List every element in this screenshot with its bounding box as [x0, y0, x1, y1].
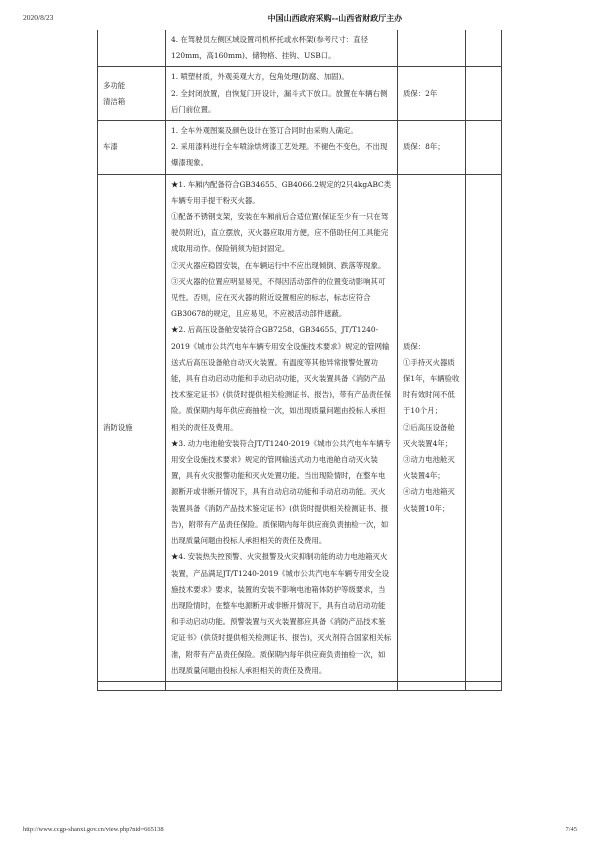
item-name-cell	[98, 30, 166, 67]
spec-paragraph: 1. 全车外观图案及颜色设计在签订合同时由采购人确定。	[171, 126, 358, 136]
empty-cell	[98, 681, 166, 690]
warranty-text: ②后高压设备舱灭火装置4年；	[403, 422, 455, 448]
warranty-cell	[398, 174, 466, 681]
spec-paragraph: ★1. 车厢内配备符合GB34655、GB4066.2规定的2只4kgABC类车辆专用手提干粉灭火器。	[171, 179, 392, 205]
spec-table	[97, 30, 502, 691]
remarks-cell	[466, 30, 502, 67]
empty-cell	[166, 681, 398, 690]
table-row	[98, 30, 502, 67]
page-header-title: 中国山西政府采购--山西省财政厅主办	[267, 13, 403, 23]
spec-content-cell	[166, 174, 398, 681]
remarks-cell	[466, 67, 502, 121]
warranty-text: 质保：	[403, 341, 426, 351]
remarks-cell	[466, 121, 502, 175]
warranty-text: ①手持灭火器质保1年，车辆验收时有效时间不低于10个月；	[403, 357, 460, 416]
spec-paragraph: ②灭火器应稳固安装，在车辆运行中不应出现倾倒、跌落等现象。	[171, 260, 386, 270]
item-name: 多功能	[103, 80, 126, 90]
item-name-cell	[98, 121, 166, 175]
warranty-cell	[398, 30, 466, 67]
table-row	[98, 121, 502, 175]
warranty-cell	[398, 121, 466, 175]
empty-cell	[398, 681, 466, 690]
spec-paragraph: 4. 在驾驶员左侧区域设置司机杯托或水杯架(参考尺寸：直径120mm，高160mm)、储物格、挂钩、USB口。	[171, 35, 369, 61]
spec-paragraph: 2. 全封闭放置，自恢复门开设计，漏斗式下放口。放置在车辆右侧后门前位置。	[171, 88, 388, 114]
spec-content-cell	[166, 121, 398, 175]
spec-paragraph: ①配备不锈钢支架，安装在车厢前后合适位置(保证至少有一只在驾驶员附近)，直立摆放，灭火器应取用方便，应不借助任何工具能完成取用动作。保险销须为铅封固定。	[171, 212, 389, 254]
warranty-text: ③动力电池舱灭火装置4年；	[403, 455, 455, 481]
remarks-cell	[466, 174, 502, 681]
spec-paragraph: ★4. 安装热失控预警、火灾报警及火灾抑制功能的动力电池箱灭火装置，产品满足JT/T1240-2019《城市公共汽电车车辆专用安全设施技术要求》要求，装置的安装不影响电池箱体防护等级要求，当出现险情时，在整车电源断开或非断开情况下，具有自动启动功能和手动启动功能。预警装置与灭火装置都应具备《消防产品技术鉴定证书》(供货时提供相关检测证书、报告)，灭火剂符合国家相关标准，附带有产品责任保险。质保期内每年供应商负责抽检一次，如出现质量问题由投标人承担相关的责任及费用。	[171, 552, 392, 675]
spec-paragraph: 1. 喷塑材质，外观美观大方，包角处理(防腐、加固)。	[171, 72, 349, 82]
spec-paragraph: 2. 采用漆料进行全车喷涂烘烤漆工艺处理。不褪色不变色，不出现爆漆现象。	[171, 142, 388, 168]
empty-table-row	[98, 681, 502, 690]
spec-paragraph: ③灭火器的位置应明显易见，不得因活动部件的位置变动影响其可见性。否则，应在灭火器的附近设置相应的标志，标志应符合GB30678的规定，且应易见，不应被活动部件遮蔽。	[171, 276, 386, 319]
spec-paragraph: ★3. 动力电池舱安装符合JT/T1240-2019《城市公共汽电车车辆专用安全设施技术要求》规定的管网输送式动力电池舱自动灭火装置，具有火灾报警功能和灭火处置功能。当出现险情时，在整车电源断开或非断开情况下，具有自动启动功能和手动启动功能。灭火装置具备《消防产品技术鉴定证书》(供货时提供相关检测证书、报告)，附带有产品责任保险。质保期内每年供应商负责抽检一次，如出现质量问题由投标人承担相关的责任及费用。	[171, 438, 392, 546]
item-name: 消防设施	[103, 422, 133, 432]
item-name-cell	[98, 67, 166, 121]
table-row	[98, 67, 502, 121]
footer-url: http://www.ccgp-shanxi.gov.cn/view.php?nid=665138	[23, 826, 164, 833]
table-row	[98, 174, 502, 681]
spec-paragraph: ★2. 后高压设备舱安装符合GB7258、GB34655、JT/T1240-2019《城市公共汽电车车辆专用安全设施技术要求》规定的管网输送式后高压设备舱自动灭火装置。有温度等其他异常报警处置功能，具有自动启动功能和手动启动功能，灭火装置具备《消防产品技术鉴定证书》(供货时提供相关检测证书、报告)，带有产品责任保险。质保期内每年供应商抽检一次，如出现质量问题由投标人承担相关的责任及费用。	[171, 325, 392, 432]
print-date: 2020/8/23	[23, 13, 54, 22]
item-name: 清洁箱	[103, 96, 126, 106]
warranty-text: ④动力电池箱灭火装置10年；	[403, 487, 455, 513]
warranty-text: 质保：2年	[403, 88, 438, 98]
item-name-cell	[98, 174, 166, 681]
warranty-cell	[398, 67, 466, 121]
warranty-text: 质保：8年；	[403, 142, 445, 152]
item-name: 车漆	[103, 142, 118, 152]
spec-content-cell	[166, 30, 398, 67]
empty-cell	[466, 681, 502, 690]
spec-content-cell	[166, 67, 398, 121]
page-number: 7/45	[565, 826, 577, 833]
